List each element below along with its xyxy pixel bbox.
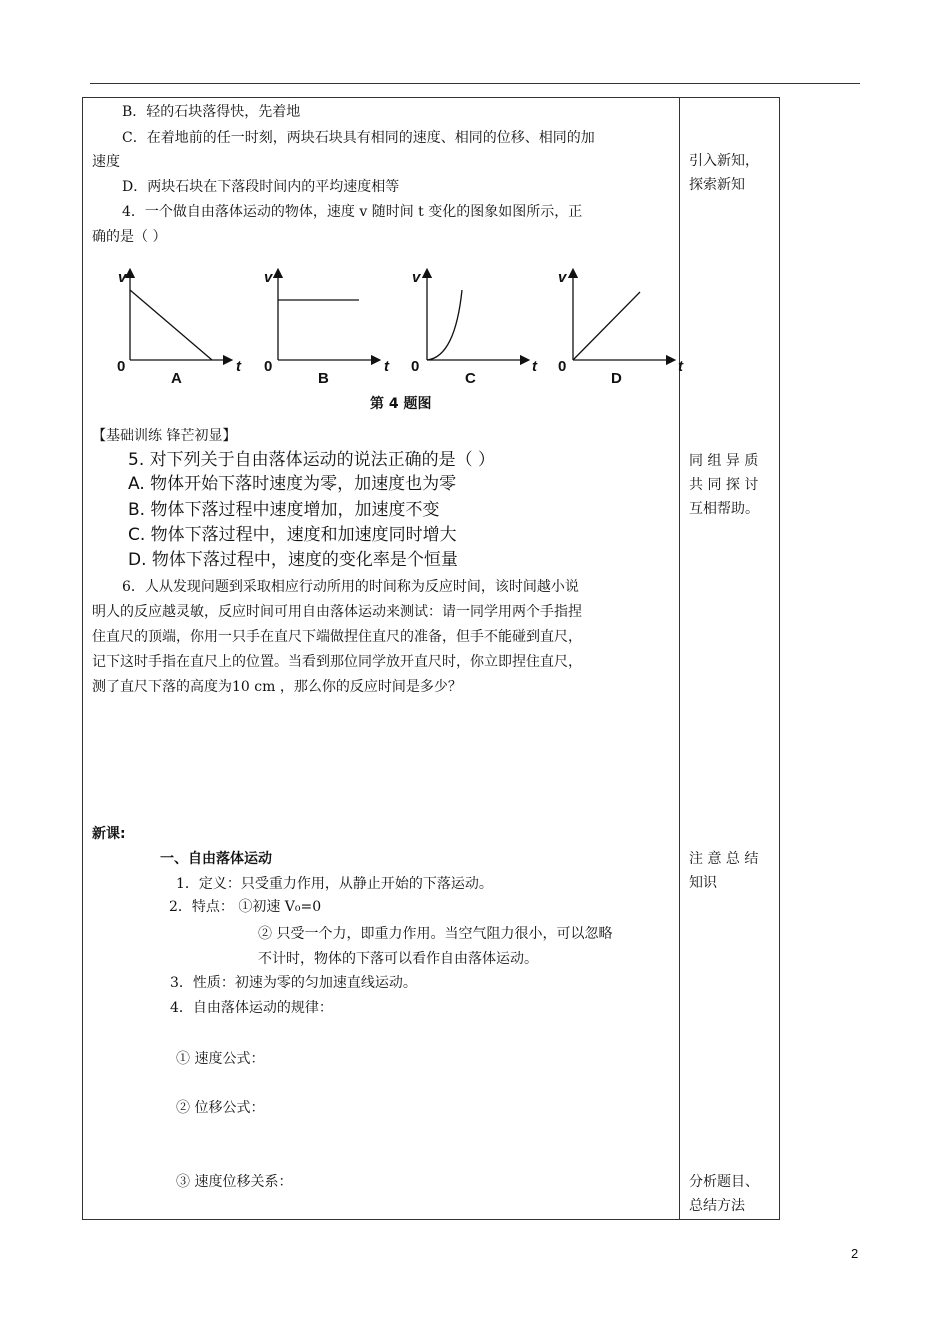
laws: 4．自由落体运动的规律： [170,1000,333,1016]
graph-b-origin: 0 [264,358,273,375]
graph-b-v-label: v [264,269,273,286]
displacement-formula: ② 位移公式： [176,1100,265,1116]
question-6-line4: 记下这时手指在直尺上的位置。当看到那位同学放开直尺时，你立即捏住直尺， [92,654,582,670]
graph-a-t-label: t [236,358,241,375]
graph-d-origin: 0 [558,358,567,375]
question-5-option-b: B. 物体下落过程中速度增加，加速度不变 [128,500,440,520]
question-6-line5: 测了直尺下落的高度为10 cm ，那么你的反应时间是多少？ [92,679,462,695]
graph-c-t-label: t [532,358,537,375]
option-c-line1: C．在着地前的任一时刻，两块石块具有相同的速度、相同的位移、相同的加 [122,130,595,146]
question-6-line1: 6．人从发现问题到采取相应行动所用的时间称为反应时间，该时间越小说 [122,579,579,595]
graph-b [278,273,376,360]
nature: 3．性质：初速为零的匀加速直线运动。 [170,975,417,991]
graph-d-v-label: v [558,269,567,286]
question-5-option-d: D. 物体下落过程中，速度的变化率是个恒量 [128,550,458,570]
graph-d-t-label: t [678,358,683,375]
velocity-time-graphs [100,265,700,390]
graph-c-origin: 0 [411,358,420,375]
header-rule [90,83,860,84]
side-note-1: 引入新知， 探索新知 [689,153,759,193]
velocity-displacement-relation: ③ 速度位移关系： [176,1174,293,1190]
graph-c-v-label: v [412,269,421,286]
question-5: 5. 对下列关于自由落体运动的说法正确的是（ ） [128,450,496,470]
graph-d-label: D [611,370,622,387]
side-note-3: 注 意 总 结 知识 [689,851,759,891]
side-note-4: 分析题目、 总结方法 [689,1174,759,1214]
section-title: 一、自由落体运动 [160,851,272,867]
question-5-option-c: C. 物体下落过程中，速度和加速度同时增大 [128,525,457,545]
figure-caption: 第 4 题图 [370,396,432,412]
option-b: B．轻的石块落得快，先着地 [122,104,301,120]
features: 2．特点： ①初速 V₀=0 [169,899,322,915]
graph-c-label: C [465,370,476,387]
question-6-line3: 住直尺的顶端，你用一只手在直尺下端做捏住直尺的准备，但手不能碰到直尺， [92,629,582,645]
question-4-line1: 4．一个做自由落体运动的物体，速度 v 随时间 t 变化的图象如图所示，正 [122,204,583,220]
option-d: D．两块石块在下落段时间内的平均速度相等 [122,179,400,195]
side-note-2: 同 组 异 质 共 同 探 讨 互相帮助。 [689,453,759,517]
graph-d [573,273,671,360]
definition: 1．定义：只受重力作用，从静止开始的下落运动。 [176,876,493,892]
question-4-line2: 确的是（ ） [92,229,167,245]
graph-a [130,273,228,360]
option-c-line2: 速度 [92,154,120,170]
basic-training-heading: 【基础训练 锋芒初显】 [92,428,237,444]
graph-a-v-label: v [118,269,127,286]
graph-b-t-label: t [384,358,389,375]
features-line3: 不计时，物体的下落可以看作自由落体运动。 [258,951,538,967]
page-number: 2 [851,1246,859,1261]
graph-a-label: A [171,370,182,387]
graph-a-origin: 0 [117,358,126,375]
graph-c [427,273,525,360]
question-6-line2: 明人的反应越灵敏，反应时间可用自由落体运动来测试：请一同学用两个手指捏 [92,604,582,620]
graph-b-label: B [318,370,329,387]
velocity-formula: ① 速度公式： [176,1051,265,1067]
question-5-option-a: A. 物体开始下落时速度为零，加速度也为零 [128,474,457,494]
new-lesson-label: 新课: [92,826,126,842]
features-line2: ② 只受一个力，即重力作用。当空气阻力很小，可以忽略 [258,926,613,942]
